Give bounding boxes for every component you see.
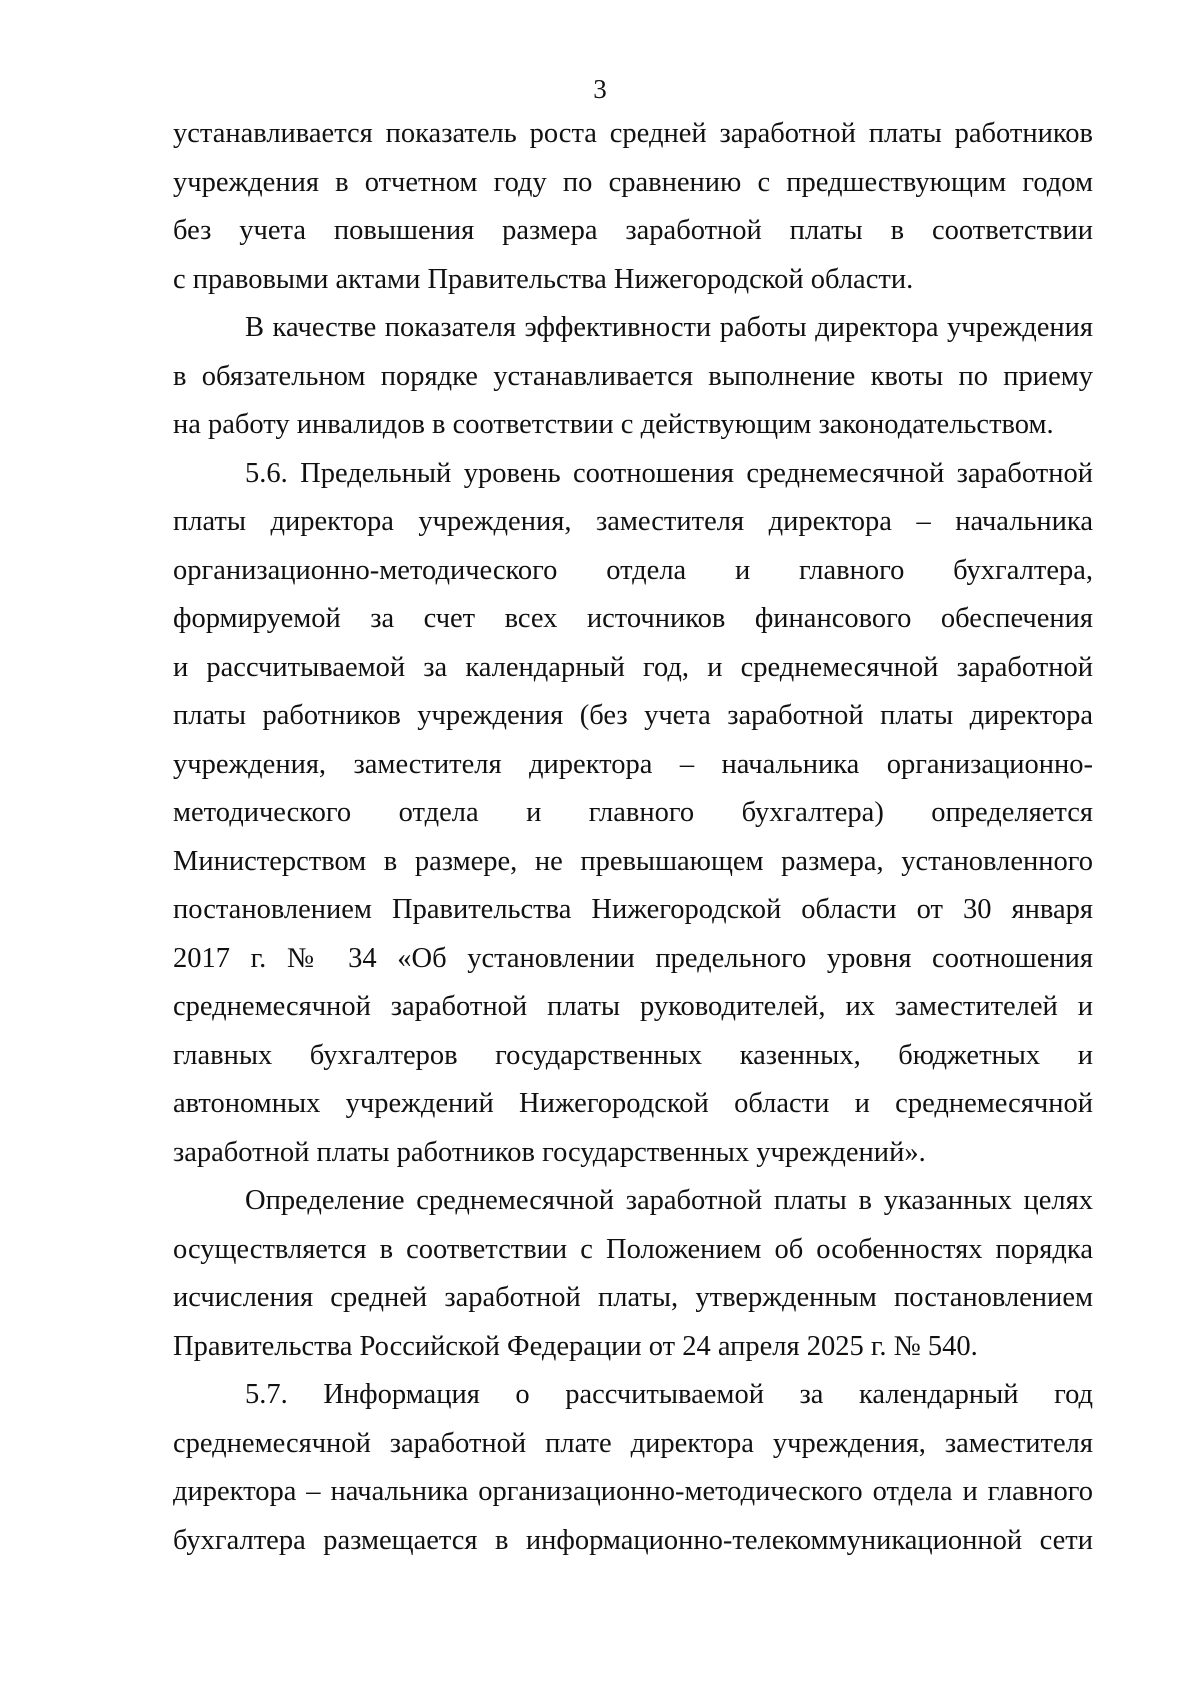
text-line: учреждения в отчетном году по сравнению с предшествующим годом xyxy=(173,166,1093,198)
text-line: главных бухгалтеров государственных казенных, бюджетных и xyxy=(173,1039,1093,1071)
text-line: бухгалтера размещается в информационно-телекоммуникационной сети xyxy=(173,1524,1093,1556)
text-line: среднемесячной заработной платы руководителей, их заместителей и xyxy=(173,991,1093,1022)
text-line: с правовыми актами Правительства Нижегородской области. xyxy=(173,263,914,295)
paragraph xyxy=(173,110,1093,304)
text-line: заработной платы работников государственных учреждений». xyxy=(173,1136,926,1168)
text-line: постановлением Правительства Нижегородской области от 30 января xyxy=(173,894,1093,925)
text-line: организационно-методического отдела и главного бухгалтера, xyxy=(173,554,1093,586)
text-line: без учета повышения размера заработной платы в соответствии xyxy=(173,215,1093,246)
text-line: на работу инвалидов в соответствии с действующим законодательством. xyxy=(173,409,1054,440)
text-line: Министерством в размере, не превышающем размера, установленного xyxy=(173,845,1093,877)
text-line: 2017 г. № 34 «Об установлении предельного уровня соотношения xyxy=(173,942,1093,974)
page-number: 3 xyxy=(593,74,607,104)
text-line: платы директора учреждения, заместителя директора – начальника xyxy=(173,506,1093,537)
text-line: 5.7. Информация о рассчитываемой за календарный год xyxy=(245,1379,1093,1410)
text-line: Определение среднемесячной заработной платы в указанных целях xyxy=(245,1185,1093,1216)
paragraph xyxy=(173,450,1093,1178)
text-line: учреждения, заместителя директора – начальника организационно- xyxy=(173,748,1093,780)
paragraph xyxy=(173,304,1093,450)
text-line: методического отдела и главного бухгалтера) определяется xyxy=(173,797,1093,828)
text-line: В качестве показателя эффективности работы директора учреждения xyxy=(245,312,1093,343)
text-line: 5.6. Предельный уровень соотношения среднемесячной заработной xyxy=(245,457,1093,489)
paragraph xyxy=(173,1177,1093,1371)
text-line: платы работников учреждения (без учета заработной платы директора xyxy=(173,700,1093,731)
text-line: директора – начальника организационно-методического отдела и главного xyxy=(173,1476,1093,1507)
text-line: и рассчитываемой за календарный год, и среднемесячной заработной xyxy=(173,651,1093,683)
paragraph xyxy=(173,1371,1093,1565)
text-line: среднемесячной заработной плате директора учреждения, заместителя xyxy=(173,1427,1093,1459)
text-line: Правительства Российской Федерации от 24 апреля 2025 г. № 540. xyxy=(173,1330,978,1362)
text-line: в обязательном порядке устанавливается выполнение квоты по приему xyxy=(173,360,1093,392)
text-line: формируемой за счет всех источников финансового обеспечения xyxy=(173,603,1093,634)
text-line: устанавливается показатель роста средней заработной платы работников xyxy=(173,118,1093,149)
text-line: автономных учреждений Нижегородской области и среднемесячной xyxy=(173,1088,1093,1119)
text-line: исчисления средней заработной платы, утвержденным постановлением xyxy=(173,1282,1093,1313)
document-body xyxy=(173,110,1093,1565)
text-line: осуществляется в соответствии с Положением об особенностях порядка xyxy=(173,1233,1093,1265)
